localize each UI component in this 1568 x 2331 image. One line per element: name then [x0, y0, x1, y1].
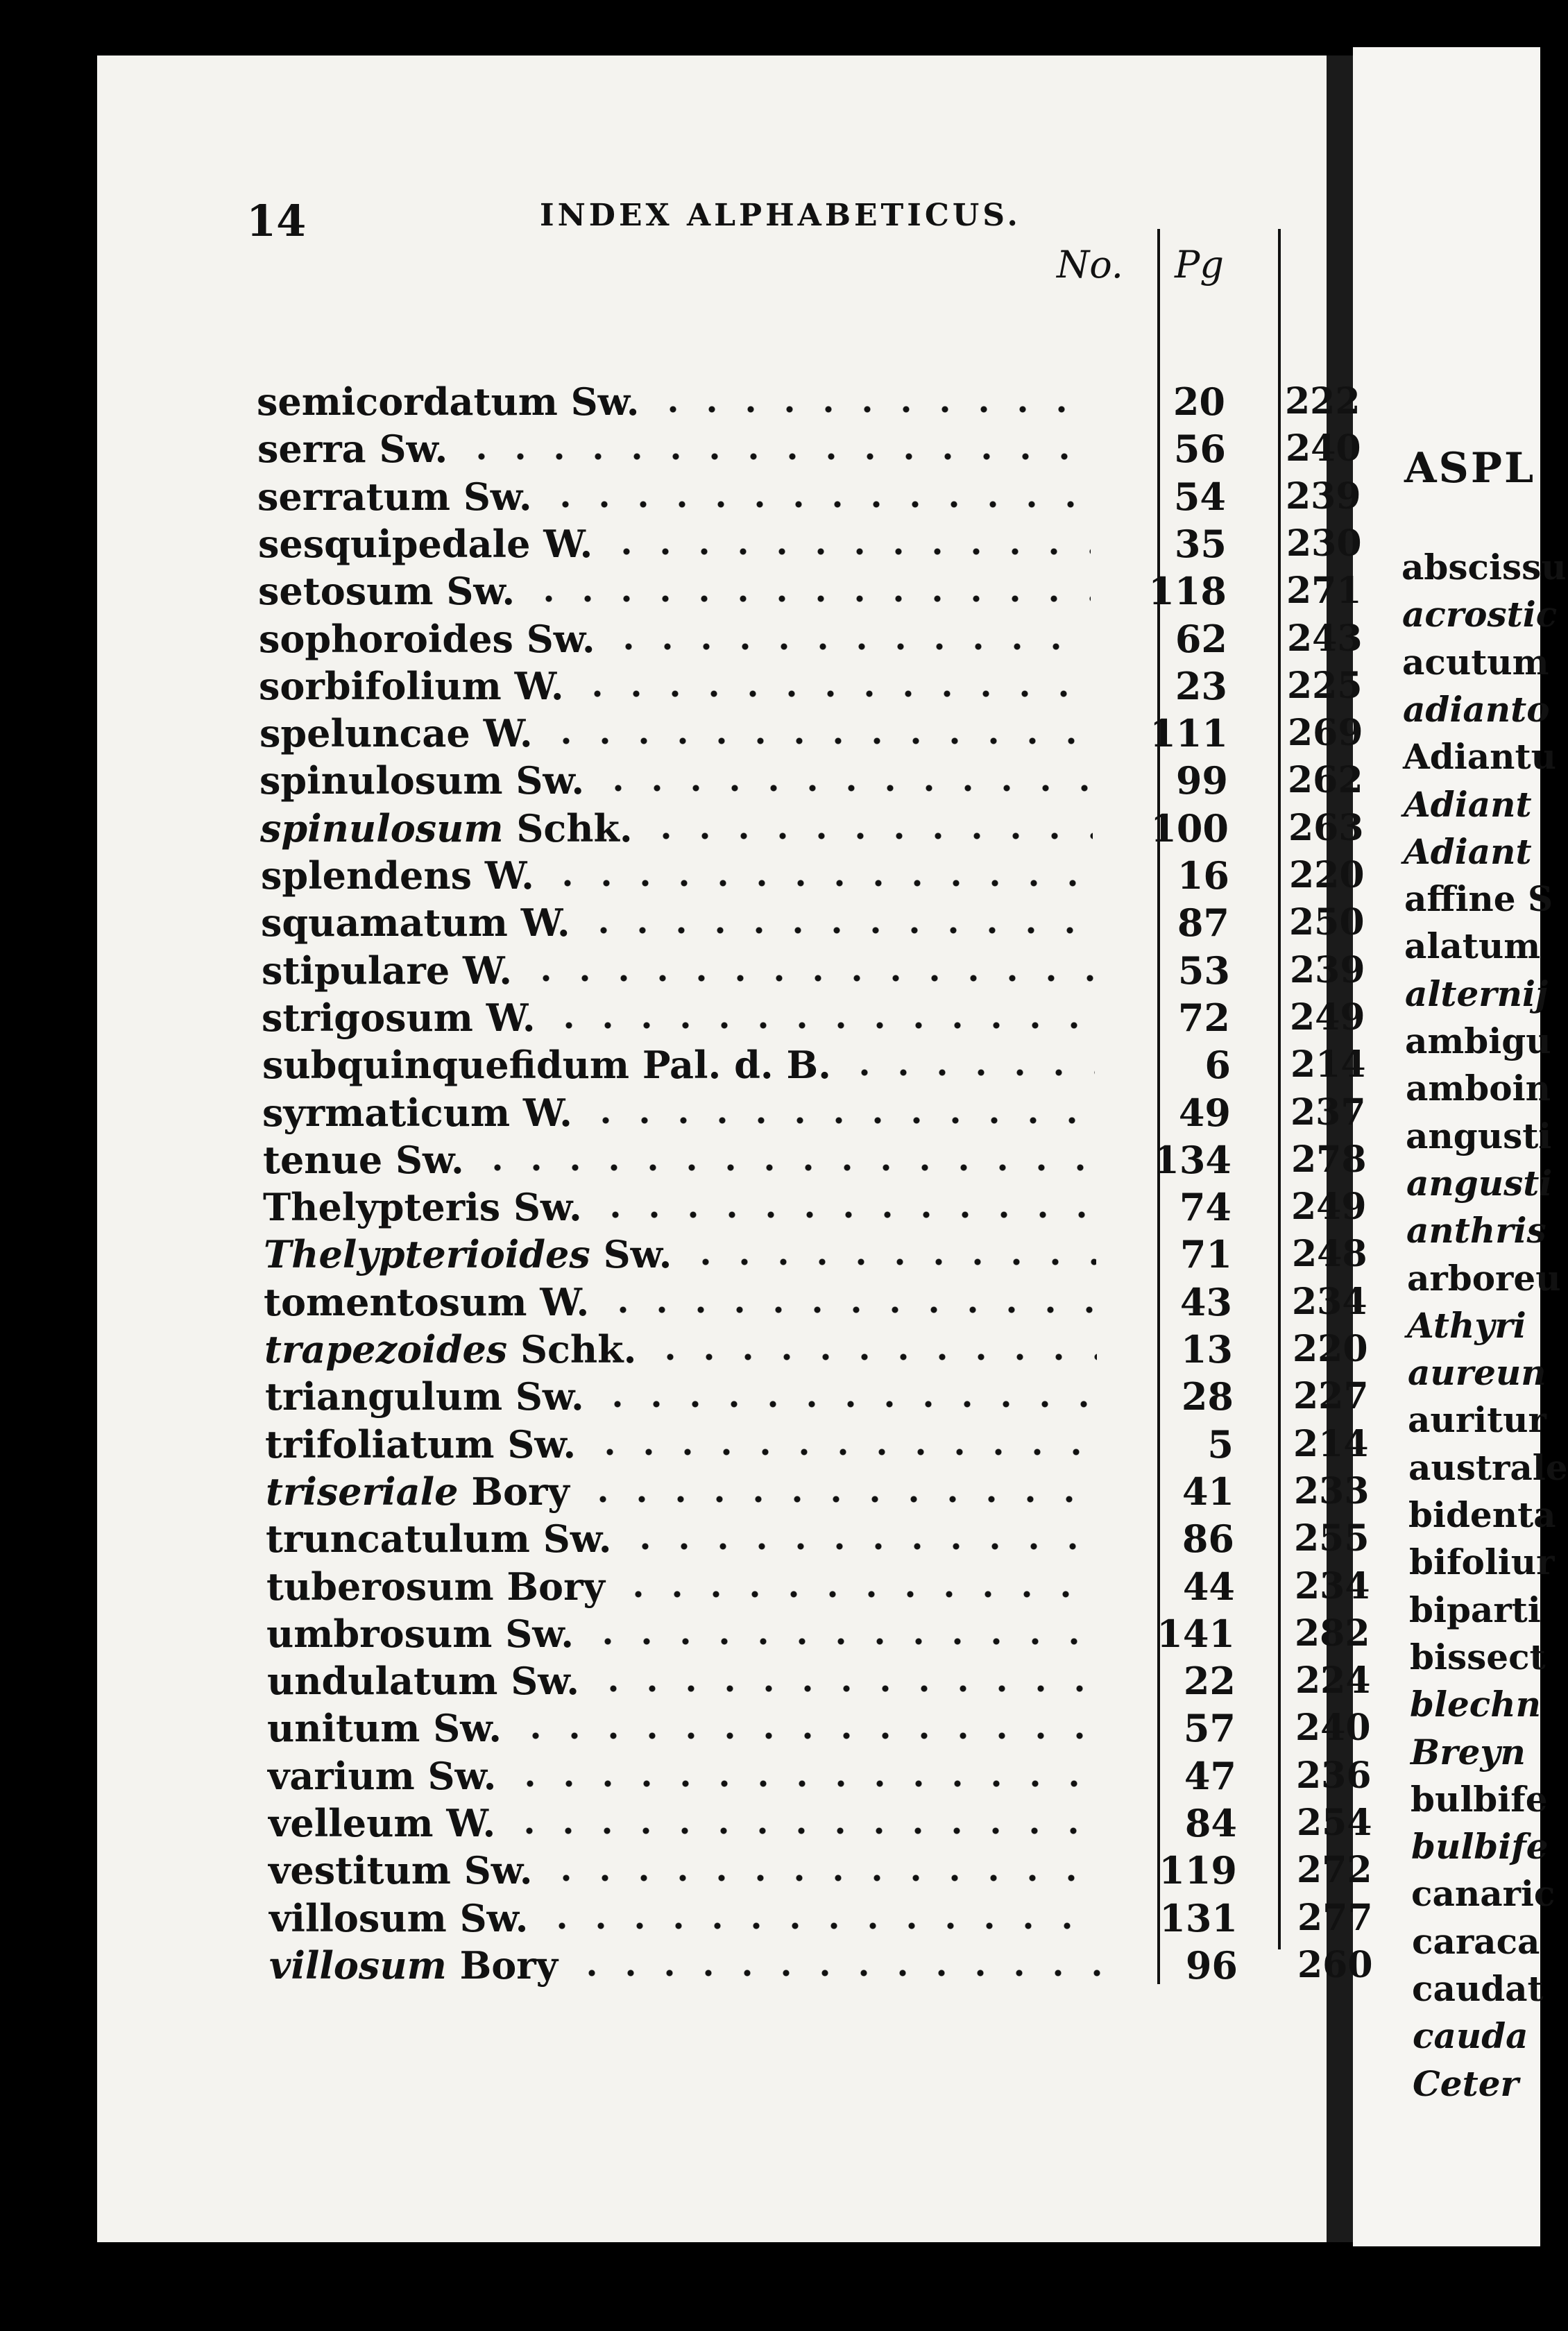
- entry-name: [259, 663, 564, 710]
- right-page-entry: amboin: [1406, 1068, 1551, 1109]
- right-page-entry: Ceter: [1413, 2063, 1519, 2104]
- right-page-entry: acrostic: [1402, 594, 1558, 635]
- entry-author: Bory: [471, 1469, 570, 1514]
- entry-page: 255: [1294, 1517, 1370, 1560]
- entry-epithet: varium: [268, 1754, 415, 1798]
- entry-author: W.: [486, 996, 536, 1040]
- running-head: INDEX ALPHABETICUS.: [540, 198, 1021, 233]
- dot-leader: [845, 1068, 1095, 1077]
- entry-name: [264, 1279, 589, 1326]
- entry-name: [264, 1326, 636, 1373]
- entry-page: 234: [1295, 1565, 1370, 1607]
- entry-epithet: triangulum: [265, 1374, 503, 1419]
- entry-epithet: tomentosum: [264, 1280, 527, 1324]
- dot-leader: [546, 500, 1090, 509]
- entry-epithet: subquinquefidum: [262, 1043, 630, 1087]
- entry-number: 71: [1179, 1232, 1232, 1276]
- right-page-entry: bidenta: [1408, 1494, 1556, 1535]
- right-page-entry: affine S: [1404, 878, 1553, 919]
- entry-author: Sw.: [511, 1659, 580, 1703]
- right-page: [1353, 47, 1568, 2246]
- entry-author: Sw.: [515, 1374, 584, 1419]
- entry-epithet: sophoroides: [259, 617, 513, 661]
- right-page-entry: Breyn: [1411, 1732, 1526, 1773]
- entry-page: 269: [1288, 712, 1363, 754]
- entry-page: 236: [1296, 1754, 1372, 1797]
- entry-number: 111: [1150, 711, 1228, 755]
- entry-author: W.: [543, 522, 593, 566]
- entry-author: Sw.: [543, 1517, 612, 1561]
- entry-name: [257, 473, 532, 520]
- right-page-entry: arboreu: [1407, 1258, 1561, 1299]
- entry-page: 243: [1287, 617, 1363, 660]
- dot-leader: [599, 783, 1092, 793]
- right-page-entry: ambigu: [1405, 1021, 1551, 1061]
- entry-number: 119: [1159, 1848, 1237, 1893]
- right-page-entry: aureun: [1408, 1352, 1546, 1393]
- entry-number: 20: [1173, 379, 1225, 424]
- dot-leader: [578, 689, 1091, 699]
- entry-page: 240: [1286, 427, 1361, 470]
- entry-author: Sw.: [463, 1848, 533, 1893]
- entry-author: W.: [520, 900, 570, 945]
- entry-author: Sw.: [603, 1232, 672, 1276]
- entry-author: Sw.: [515, 758, 585, 803]
- entry-page: 249: [1290, 996, 1365, 1039]
- column-header-number: No.: [1057, 243, 1123, 287]
- column-header-page: Pg: [1175, 243, 1224, 287]
- entry-epithet: vestitum: [269, 1848, 451, 1893]
- entry-epithet: Thelypterioides: [264, 1232, 590, 1276]
- dot-leader: [478, 1163, 1096, 1172]
- right-page-entry: angusti: [1406, 1116, 1552, 1156]
- entry-epithet: trifoliatum: [265, 1422, 495, 1467]
- entry-page: 250: [1289, 901, 1365, 944]
- entry-name: [257, 425, 448, 472]
- entry-epithet: tuberosum: [266, 1564, 494, 1609]
- dot-leader: [572, 1968, 1102, 1978]
- entry-number: 53: [1177, 948, 1230, 993]
- entry-author: Sw.: [379, 427, 448, 471]
- right-page-entry: blechn: [1410, 1684, 1541, 1725]
- entry-author: Sw.: [505, 1612, 574, 1656]
- entry-page: 224: [1295, 1659, 1371, 1702]
- entry-number: 96: [1185, 1943, 1238, 1988]
- entry-epithet: squamatum: [261, 900, 508, 945]
- entry-page: 234: [1292, 1281, 1367, 1323]
- dot-leader: [686, 1257, 1096, 1267]
- entry-number: 87: [1177, 900, 1229, 945]
- entry-author: W.: [540, 1280, 590, 1324]
- entry-name: [269, 1847, 533, 1894]
- entry-epithet: splendens: [261, 853, 472, 898]
- entry-name: [257, 378, 640, 425]
- dot-leader: [596, 1210, 1096, 1220]
- entry-name: [259, 710, 533, 757]
- dot-leader: [527, 973, 1094, 983]
- right-page-entry: adianto: [1403, 689, 1550, 730]
- entry-epithet: tenue: [263, 1138, 383, 1182]
- entry-epithet: unitum: [267, 1706, 420, 1750]
- entry-epithet: undulatum: [267, 1659, 498, 1703]
- entry-number: 41: [1182, 1469, 1234, 1514]
- entry-name: [263, 1136, 464, 1184]
- dot-leader: [604, 1305, 1096, 1315]
- right-page-entry: anthris: [1406, 1210, 1546, 1251]
- right-page-entry: caraca: [1412, 1921, 1540, 1962]
- right-page-entry: acutum: [1402, 642, 1549, 683]
- entry-author: Sw.: [463, 475, 532, 519]
- right-page-entry: bifoliur: [1409, 1542, 1555, 1582]
- entry-author: W.: [446, 1801, 496, 1845]
- entry-page: 233: [1294, 1470, 1370, 1512]
- entry-epithet: serra: [257, 427, 366, 471]
- entry-number: 62: [1175, 617, 1227, 661]
- entry-number: 44: [1182, 1564, 1235, 1609]
- entry-number: 13: [1180, 1327, 1233, 1372]
- entry-name: [262, 1041, 831, 1088]
- entry-number: 5: [1207, 1422, 1234, 1467]
- entry-epithet: trapezoides: [264, 1327, 508, 1372]
- dot-leader: [547, 736, 1092, 746]
- entry-name: [260, 805, 633, 852]
- entry-author: Schk.: [520, 1327, 637, 1372]
- dot-leader: [651, 1352, 1097, 1362]
- entry-author: Bory: [506, 1564, 605, 1609]
- dot-leader: [626, 1542, 1098, 1551]
- entry-author: W.: [514, 664, 564, 708]
- entry-page: 220: [1289, 854, 1365, 896]
- entry-author: Sw.: [446, 569, 515, 613]
- entry-number: 99: [1175, 758, 1228, 803]
- dot-leader: [511, 1779, 1100, 1788]
- entry-number: 86: [1182, 1517, 1234, 1561]
- right-page-entry: caudat: [1412, 1968, 1544, 2009]
- entry-name: [268, 1752, 496, 1800]
- entry-name: [265, 1373, 584, 1420]
- right-page-entry: alatum: [1404, 925, 1541, 966]
- entry-name: [266, 1610, 574, 1657]
- entry-name: [263, 1184, 582, 1231]
- entry-name: [264, 1231, 672, 1278]
- entry-author: Sw.: [459, 1896, 529, 1940]
- entry-number: 49: [1178, 1091, 1231, 1135]
- right-page-entry: Adiant: [1404, 784, 1532, 825]
- entry-epithet: triseriale: [266, 1469, 459, 1514]
- entry-page: 278: [1291, 1138, 1367, 1181]
- right-page-entry: abscissu: [1401, 547, 1567, 588]
- right-page-entry: Adiant: [1404, 831, 1532, 872]
- entry-author: Sw.: [427, 1754, 497, 1798]
- entry-author: W.: [484, 853, 534, 898]
- entry-author: Bory: [459, 1943, 559, 1988]
- right-page-entry: bulbife: [1411, 1779, 1548, 1820]
- entry-page: 214: [1290, 1043, 1366, 1086]
- right-page-entry: angusti: [1406, 1163, 1553, 1204]
- entry-number: 54: [1173, 475, 1226, 519]
- entry-page: 237: [1290, 1091, 1366, 1134]
- dot-leader: [549, 1021, 1094, 1030]
- entry-name: [266, 1468, 570, 1515]
- right-page-entry: australe: [1408, 1447, 1568, 1488]
- entry-name: [269, 1895, 528, 1942]
- entry-number: 47: [1184, 1754, 1236, 1798]
- entry-author: Schk.: [516, 806, 633, 851]
- right-page-title: ASPL: [1404, 444, 1536, 493]
- entry-number: 134: [1153, 1138, 1232, 1182]
- entry-author: W.: [463, 948, 513, 993]
- entry-epithet: spinulosum: [260, 806, 504, 851]
- dot-leader: [647, 831, 1093, 841]
- right-page-entry: Adiantu: [1403, 736, 1556, 777]
- entry-number: 57: [1183, 1706, 1236, 1750]
- entry-name: [267, 1657, 579, 1705]
- dot-leader: [598, 1399, 1098, 1409]
- entry-epithet: sesquipedale: [258, 522, 531, 566]
- entry-epithet: sorbifolium: [259, 664, 502, 708]
- entry-name: [269, 1800, 495, 1847]
- entry-number: 84: [1184, 1801, 1237, 1845]
- entry-author: W.: [522, 1091, 572, 1135]
- entry-number: 141: [1157, 1612, 1235, 1656]
- entry-author: Sw.: [433, 1706, 502, 1750]
- dot-leader: [510, 1826, 1101, 1836]
- entry-epithet: strigosum: [262, 996, 473, 1040]
- dot-leader: [516, 1731, 1100, 1741]
- entry-name: [266, 1515, 612, 1562]
- dot-leader: [609, 642, 1091, 651]
- entry-epithet: syrmaticum: [262, 1091, 511, 1135]
- entry-page: 227: [1293, 1375, 1369, 1417]
- dot-leader: [548, 878, 1093, 888]
- entry-number: 35: [1174, 522, 1227, 566]
- entry-number: 16: [1177, 853, 1229, 898]
- entry-number: 6: [1204, 1043, 1231, 1087]
- entry-name: [259, 615, 595, 663]
- entry-page: 239: [1286, 475, 1361, 518]
- entry-name: [262, 947, 512, 994]
- entry-name: [261, 899, 570, 946]
- dot-leader: [590, 1447, 1098, 1457]
- entry-epithet: stipulare: [262, 948, 450, 993]
- entry-page: 248: [1292, 1233, 1367, 1275]
- entry-name: [262, 994, 536, 1041]
- entry-author: Sw.: [570, 379, 640, 424]
- entry-epithet: serratum: [257, 475, 450, 519]
- entry-author: Sw.: [513, 1185, 582, 1229]
- entry-epithet: truncatulum: [266, 1517, 530, 1561]
- entry-name: [262, 1089, 572, 1136]
- entry-name: [258, 520, 593, 567]
- dot-leader: [619, 1589, 1099, 1599]
- entry-page: 263: [1288, 807, 1364, 849]
- entry-name: [267, 1705, 502, 1752]
- entry-name: [258, 567, 515, 615]
- right-page-entry: bulbife: [1411, 1826, 1549, 1867]
- entry-epithet: villosum: [269, 1896, 447, 1940]
- dot-leader: [462, 452, 1090, 461]
- entry-page: 282: [1295, 1612, 1370, 1655]
- entry-page: 239: [1290, 949, 1365, 991]
- entry-page: 249: [1291, 1186, 1367, 1228]
- entry-author: W.: [483, 711, 533, 755]
- entry-number: 22: [1183, 1659, 1236, 1703]
- entry-author: Pal. d. B.: [642, 1043, 831, 1087]
- page-number: 14: [246, 196, 307, 246]
- entry-author: Sw.: [395, 1138, 464, 1182]
- entry-name: [269, 1942, 558, 1989]
- entry-page: 240: [1295, 1707, 1371, 1749]
- dot-leader: [543, 1921, 1102, 1931]
- dot-leader: [583, 1494, 1098, 1504]
- entry-name: [266, 1563, 605, 1610]
- dot-leader: [584, 925, 1093, 935]
- entry-number: 118: [1148, 569, 1227, 613]
- entry-author: Sw.: [526, 617, 595, 661]
- entry-page: 271: [1286, 570, 1362, 612]
- entry-page: 277: [1297, 1897, 1373, 1939]
- entry-number: 74: [1179, 1185, 1232, 1229]
- entry-epithet: semicordatum: [257, 379, 558, 424]
- dot-leader: [529, 594, 1091, 604]
- entry-name: [259, 757, 584, 804]
- right-page-entry: auritur: [1408, 1399, 1546, 1440]
- dot-leader: [586, 1116, 1095, 1125]
- entry-name: [261, 852, 534, 899]
- entry-number: 23: [1175, 664, 1227, 708]
- right-page-entry: biparti: [1409, 1589, 1541, 1630]
- entry-epithet: umbrosum: [266, 1612, 493, 1656]
- dot-leader: [607, 547, 1091, 556]
- entry-epithet: setosum: [258, 569, 434, 613]
- entry-author: Sw.: [507, 1422, 577, 1467]
- entry-page: 214: [1293, 1423, 1369, 1465]
- entry-page: 220: [1293, 1328, 1368, 1370]
- entry-page: 260: [1297, 1944, 1373, 1986]
- entry-page: 254: [1297, 1802, 1372, 1844]
- entry-number: 56: [1173, 427, 1226, 471]
- dot-leader: [654, 404, 1089, 414]
- entry-page: 272: [1297, 1849, 1372, 1891]
- column-rule-page: [1278, 229, 1281, 1949]
- right-page-entry: canaric: [1411, 1873, 1556, 1914]
- right-page-entry: cauda: [1413, 2015, 1528, 2056]
- dot-leader: [547, 1873, 1101, 1883]
- entry-epithet: Thelypteris: [263, 1185, 501, 1229]
- entry-page: 230: [1286, 522, 1362, 565]
- entry-number: 43: [1179, 1280, 1232, 1324]
- entry-number: 100: [1150, 806, 1229, 851]
- entry-number: 28: [1181, 1374, 1234, 1419]
- entry-page: 222: [1285, 380, 1361, 422]
- right-page-entry: Athyri: [1407, 1305, 1526, 1346]
- entry-number: 131: [1159, 1896, 1238, 1940]
- dot-leader: [594, 1684, 1100, 1693]
- right-page-entry: bissect: [1410, 1637, 1546, 1677]
- entry-page: 262: [1288, 759, 1363, 801]
- entry-epithet: velleum: [269, 1801, 434, 1845]
- entry-page: 225: [1287, 665, 1363, 707]
- entry-epithet: spinulosum: [259, 758, 503, 803]
- dot-leader: [588, 1637, 1099, 1646]
- entry-number: 72: [1177, 996, 1230, 1040]
- entry-epithet: villosum: [269, 1943, 447, 1988]
- entry-name: [265, 1421, 576, 1468]
- right-page-entry: alternij: [1405, 973, 1549, 1014]
- entry-epithet: speluncae: [259, 711, 470, 755]
